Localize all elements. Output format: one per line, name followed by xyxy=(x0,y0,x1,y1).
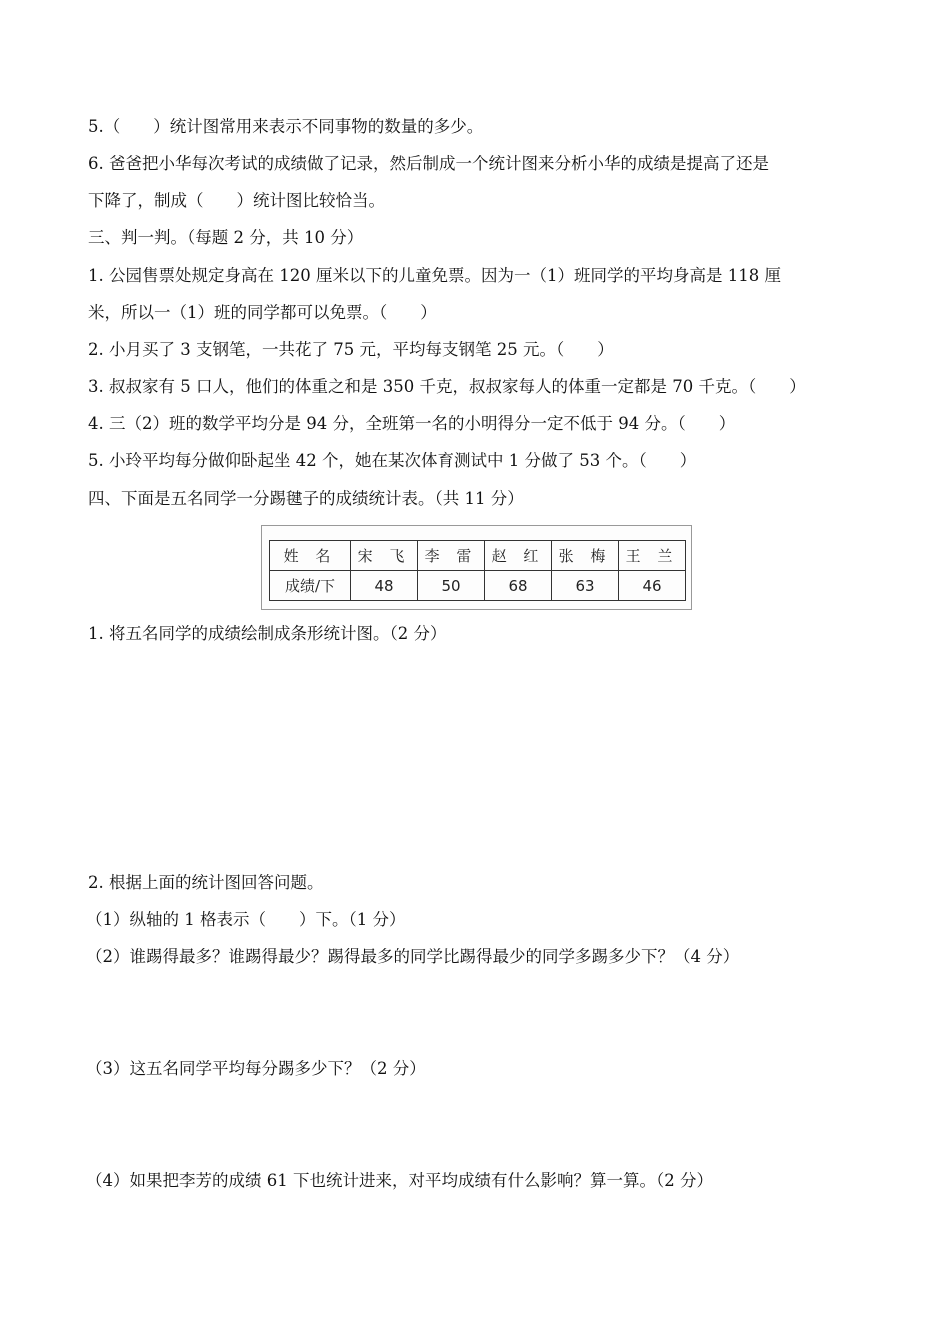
score-table xyxy=(269,540,686,601)
question-4-2-4: （4）如果把李芳的成绩 61 下也统计进来，对平均成绩有什么影响？算一算。（2 分） xyxy=(86,1171,713,1190)
question-2-5: 5.（ ）统计图常用来表示不同事物的数量的多少。 xyxy=(88,117,484,136)
table-cell-score: 63 xyxy=(552,571,619,601)
table-header-name: 姓 名 xyxy=(270,541,351,571)
table-cell-score: 50 xyxy=(418,571,485,601)
question-4-2-2: （2）谁踢得最多？谁踢得最少？踢得最多的同学比踢得最少的同学多踢多少下？（4 分） xyxy=(86,947,740,966)
question-4-1: 1. 将五名同学的成绩绘制成条形统计图。（2 分） xyxy=(88,624,447,643)
question-4-2: 2. 根据上面的统计图回答问题。 xyxy=(88,873,324,892)
table-cell-name: 宋 飞 xyxy=(351,541,418,571)
question-3-4: 4. 三（2）班的数学平均分是 94 分，全班第一名的小明得分一定不低于 94 分。（ ） xyxy=(88,414,736,433)
section-3-title: 三、判一判。（每题 2 分，共 10 分） xyxy=(88,228,364,247)
table-cell-name: 李 雷 xyxy=(418,541,485,571)
table-header-score: 成绩/下 xyxy=(270,571,351,601)
table-cell-score: 48 xyxy=(351,571,418,601)
score-table-image xyxy=(261,525,692,610)
question-3-3: 3. 叔叔家有 5 口人，他们的体重之和是 350 千克，叔叔家每人的体重一定都是 70 千克。（ ） xyxy=(88,377,806,396)
table-row-scores xyxy=(270,571,686,601)
question-3-5: 5. 小玲平均每分做仰卧起坐 42 个，她在某次体育测试中 1 分做了 53 个。（ ） xyxy=(88,451,697,470)
question-4-2-3: （3）这五名同学平均每分踢多少下？（2 分） xyxy=(86,1059,426,1078)
question-3-2: 2. 小月买了 3 支钢笔，一共花了 75 元，平均每支钢笔 25 元。（ ） xyxy=(88,340,614,359)
question-3-1-line2: 米，所以一（1）班的同学都可以免票。（ ） xyxy=(88,303,437,322)
table-cell-name: 张 梅 xyxy=(552,541,619,571)
table-cell-score: 68 xyxy=(485,571,552,601)
table-row-names xyxy=(270,541,686,571)
table-cell-score: 46 xyxy=(619,571,686,601)
section-4-title: 四、下面是五名同学一分踢毽子的成绩统计表。（共 11 分） xyxy=(88,489,524,508)
question-2-6-line1: 6. 爸爸把小华每次考试的成绩做了记录，然后制成一个统计图来分析小华的成绩是提高了还是 xyxy=(88,154,769,173)
question-3-1-line1: 1. 公园售票处规定身高在 120 厘米以下的儿童免票。因为一（1）班同学的平均身高是 118 厘 xyxy=(88,266,781,285)
table-cell-name: 王 兰 xyxy=(619,541,686,571)
question-4-2-1: （1）纵轴的 1 格表示（ ）下。（1 分） xyxy=(86,910,406,929)
table-cell-name: 赵 红 xyxy=(485,541,552,571)
question-2-6-line2: 下降了，制成（ ）统计图比较恰当。 xyxy=(88,191,385,210)
